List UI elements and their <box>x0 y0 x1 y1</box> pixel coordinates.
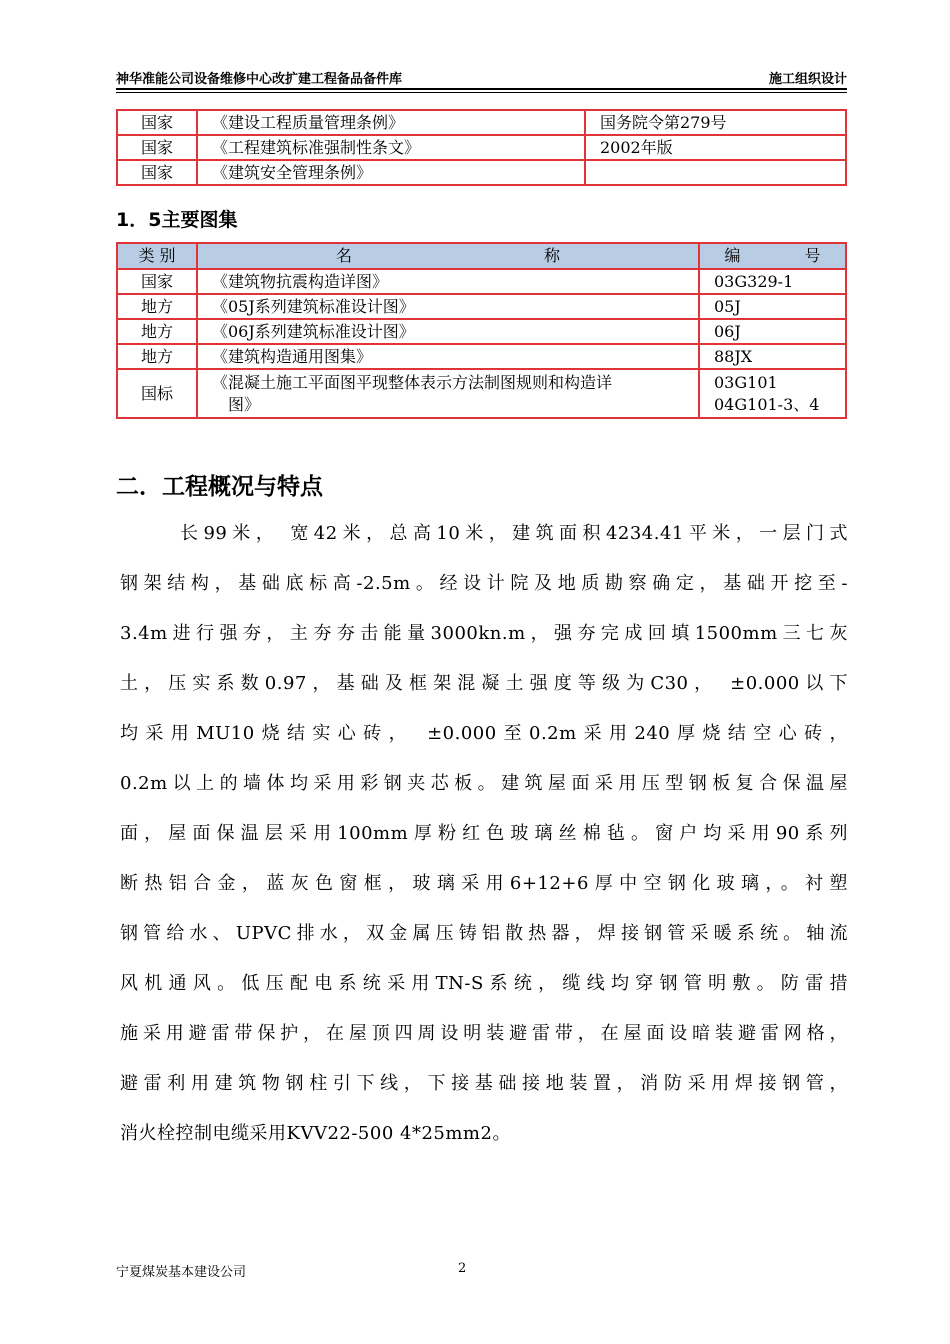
regulations-table <box>116 109 847 186</box>
table-cell-multiline <box>699 369 846 418</box>
column-header-category: 类 别 <box>117 243 197 269</box>
table-cell: 国标 <box>117 369 197 418</box>
table-cell: 2002年版 <box>585 135 846 160</box>
cell-line: 《混凝土施工平面图平现整体表示方法制图规则和构造详 <box>212 373 613 392</box>
table-cell: 国家 <box>117 110 197 135</box>
table-cell: 国家 <box>117 269 197 294</box>
section-heading-1-5: 1．5主要图集 <box>116 209 238 231</box>
table-row <box>117 294 846 319</box>
table-cell: 《建筑物抗震构造详图》 <box>197 269 699 294</box>
table-cell: 《06J系列建筑标准设计图》 <box>197 319 699 344</box>
page-number: 2 <box>458 1261 467 1276</box>
column-header-code: 编 号 <box>699 243 846 269</box>
project-overview-paragraph <box>120 509 848 1159</box>
page-header <box>116 66 847 90</box>
table-row <box>117 319 846 344</box>
header-title: 神华准能公司设备维修中心改扩建工程备品备件库 <box>116 72 403 87</box>
paragraph-line: 面，屋面保温层采用100mm厚粉红色玻璃丝棉毡。窗户均采用90系列 <box>120 823 848 844</box>
paragraph-line: 避雷利用建筑物钢柱引下线，下接基础接地装置，消防采用焊接钢管， <box>120 1073 848 1094</box>
table-cell: 地方 <box>117 294 197 319</box>
table-header-row <box>117 243 846 269</box>
header-doc-type: 施工组织设计 <box>768 72 847 87</box>
paragraph-line: 断热铝合金，蓝灰色窗框，玻璃采用6+12+6厚中空钢化玻璃，。衬塑 <box>120 873 848 894</box>
table-cell: 88JX <box>699 344 846 369</box>
table-cell: 《建设工程质量管理条例》 <box>197 110 585 135</box>
cell-line: 04G101-3、4 <box>714 395 820 414</box>
cell-line: 03G101 <box>714 373 778 392</box>
cell-line: 图》 <box>212 395 261 414</box>
paragraph-line: 长99米， 宽42米，总高10米，建筑面积4234.41平米，一层门式 <box>180 523 848 544</box>
table-cell: 《工程建筑标准强制性条文》 <box>197 135 585 160</box>
table-cell: 国务院令第279号 <box>585 110 846 135</box>
table-cell: 《05J系列建筑标准设计图》 <box>197 294 699 319</box>
table-cell: 地方 <box>117 319 197 344</box>
footer-company: 宁夏煤炭基本建设公司 <box>116 1265 247 1280</box>
paragraph-line: 钢管给水、UPVC排水，双金属压铸铝散热器，焊接钢管采暖系统。轴流 <box>120 923 848 944</box>
table-cell: 06J <box>699 319 846 344</box>
paragraph-line: 土，压实系数0.97，基础及框架混凝土强度等级为C30， ±0.000以下 <box>120 673 848 694</box>
paragraph-line: 3.4m进行强夯，主夯夯击能量3000kn.m，强夯完成回填1500mm三七灰 <box>120 623 848 644</box>
paragraph-line: 施采用避雷带保护，在屋顶四周设明装避雷带，在屋面设暗装避雷网格， <box>120 1023 848 1044</box>
table-cell: 05J <box>699 294 846 319</box>
table-row <box>117 269 846 294</box>
table-cell <box>585 160 846 185</box>
table-cell: 《建筑构造通用图集》 <box>197 344 699 369</box>
table-cell-multiline <box>197 369 699 418</box>
table-cell: 地方 <box>117 344 197 369</box>
table-cell: 《建筑安全管理条例》 <box>197 160 585 185</box>
paragraph-line: 均采用MU10烧结实心砖， ±0.000至0.2m采用240厚烧结空心砖， <box>120 723 848 744</box>
table-row <box>117 110 846 135</box>
table-cell: 03G329-1 <box>699 269 846 294</box>
table-cell: 国家 <box>117 160 197 185</box>
table-row <box>117 135 846 160</box>
paragraph-line: 钢架结构，基础底标高-2.5m。经设计院及地质勘察确定，基础开挖至- <box>120 573 848 594</box>
paragraph-line: 0.2m以上的墙体均采用彩钢夹芯板。建筑屋面采用压型钢板复合保温屋 <box>120 773 848 794</box>
atlas-table <box>116 242 847 419</box>
section-heading-2: 二．工程概况与特点 <box>116 474 323 500</box>
paragraph-line: 消火栓控制电缆采用KVV22-500 4*25mm2。 <box>120 1123 511 1144</box>
table-cell: 国家 <box>117 135 197 160</box>
table-row <box>117 160 846 185</box>
paragraph-line: 风机通风。低压配电系统采用TN-S系统，缆线均穿钢管明敷。防雷措 <box>120 973 848 994</box>
column-header-name: 名 称 <box>197 243 699 269</box>
table-row <box>117 344 846 369</box>
table-row <box>117 369 846 418</box>
